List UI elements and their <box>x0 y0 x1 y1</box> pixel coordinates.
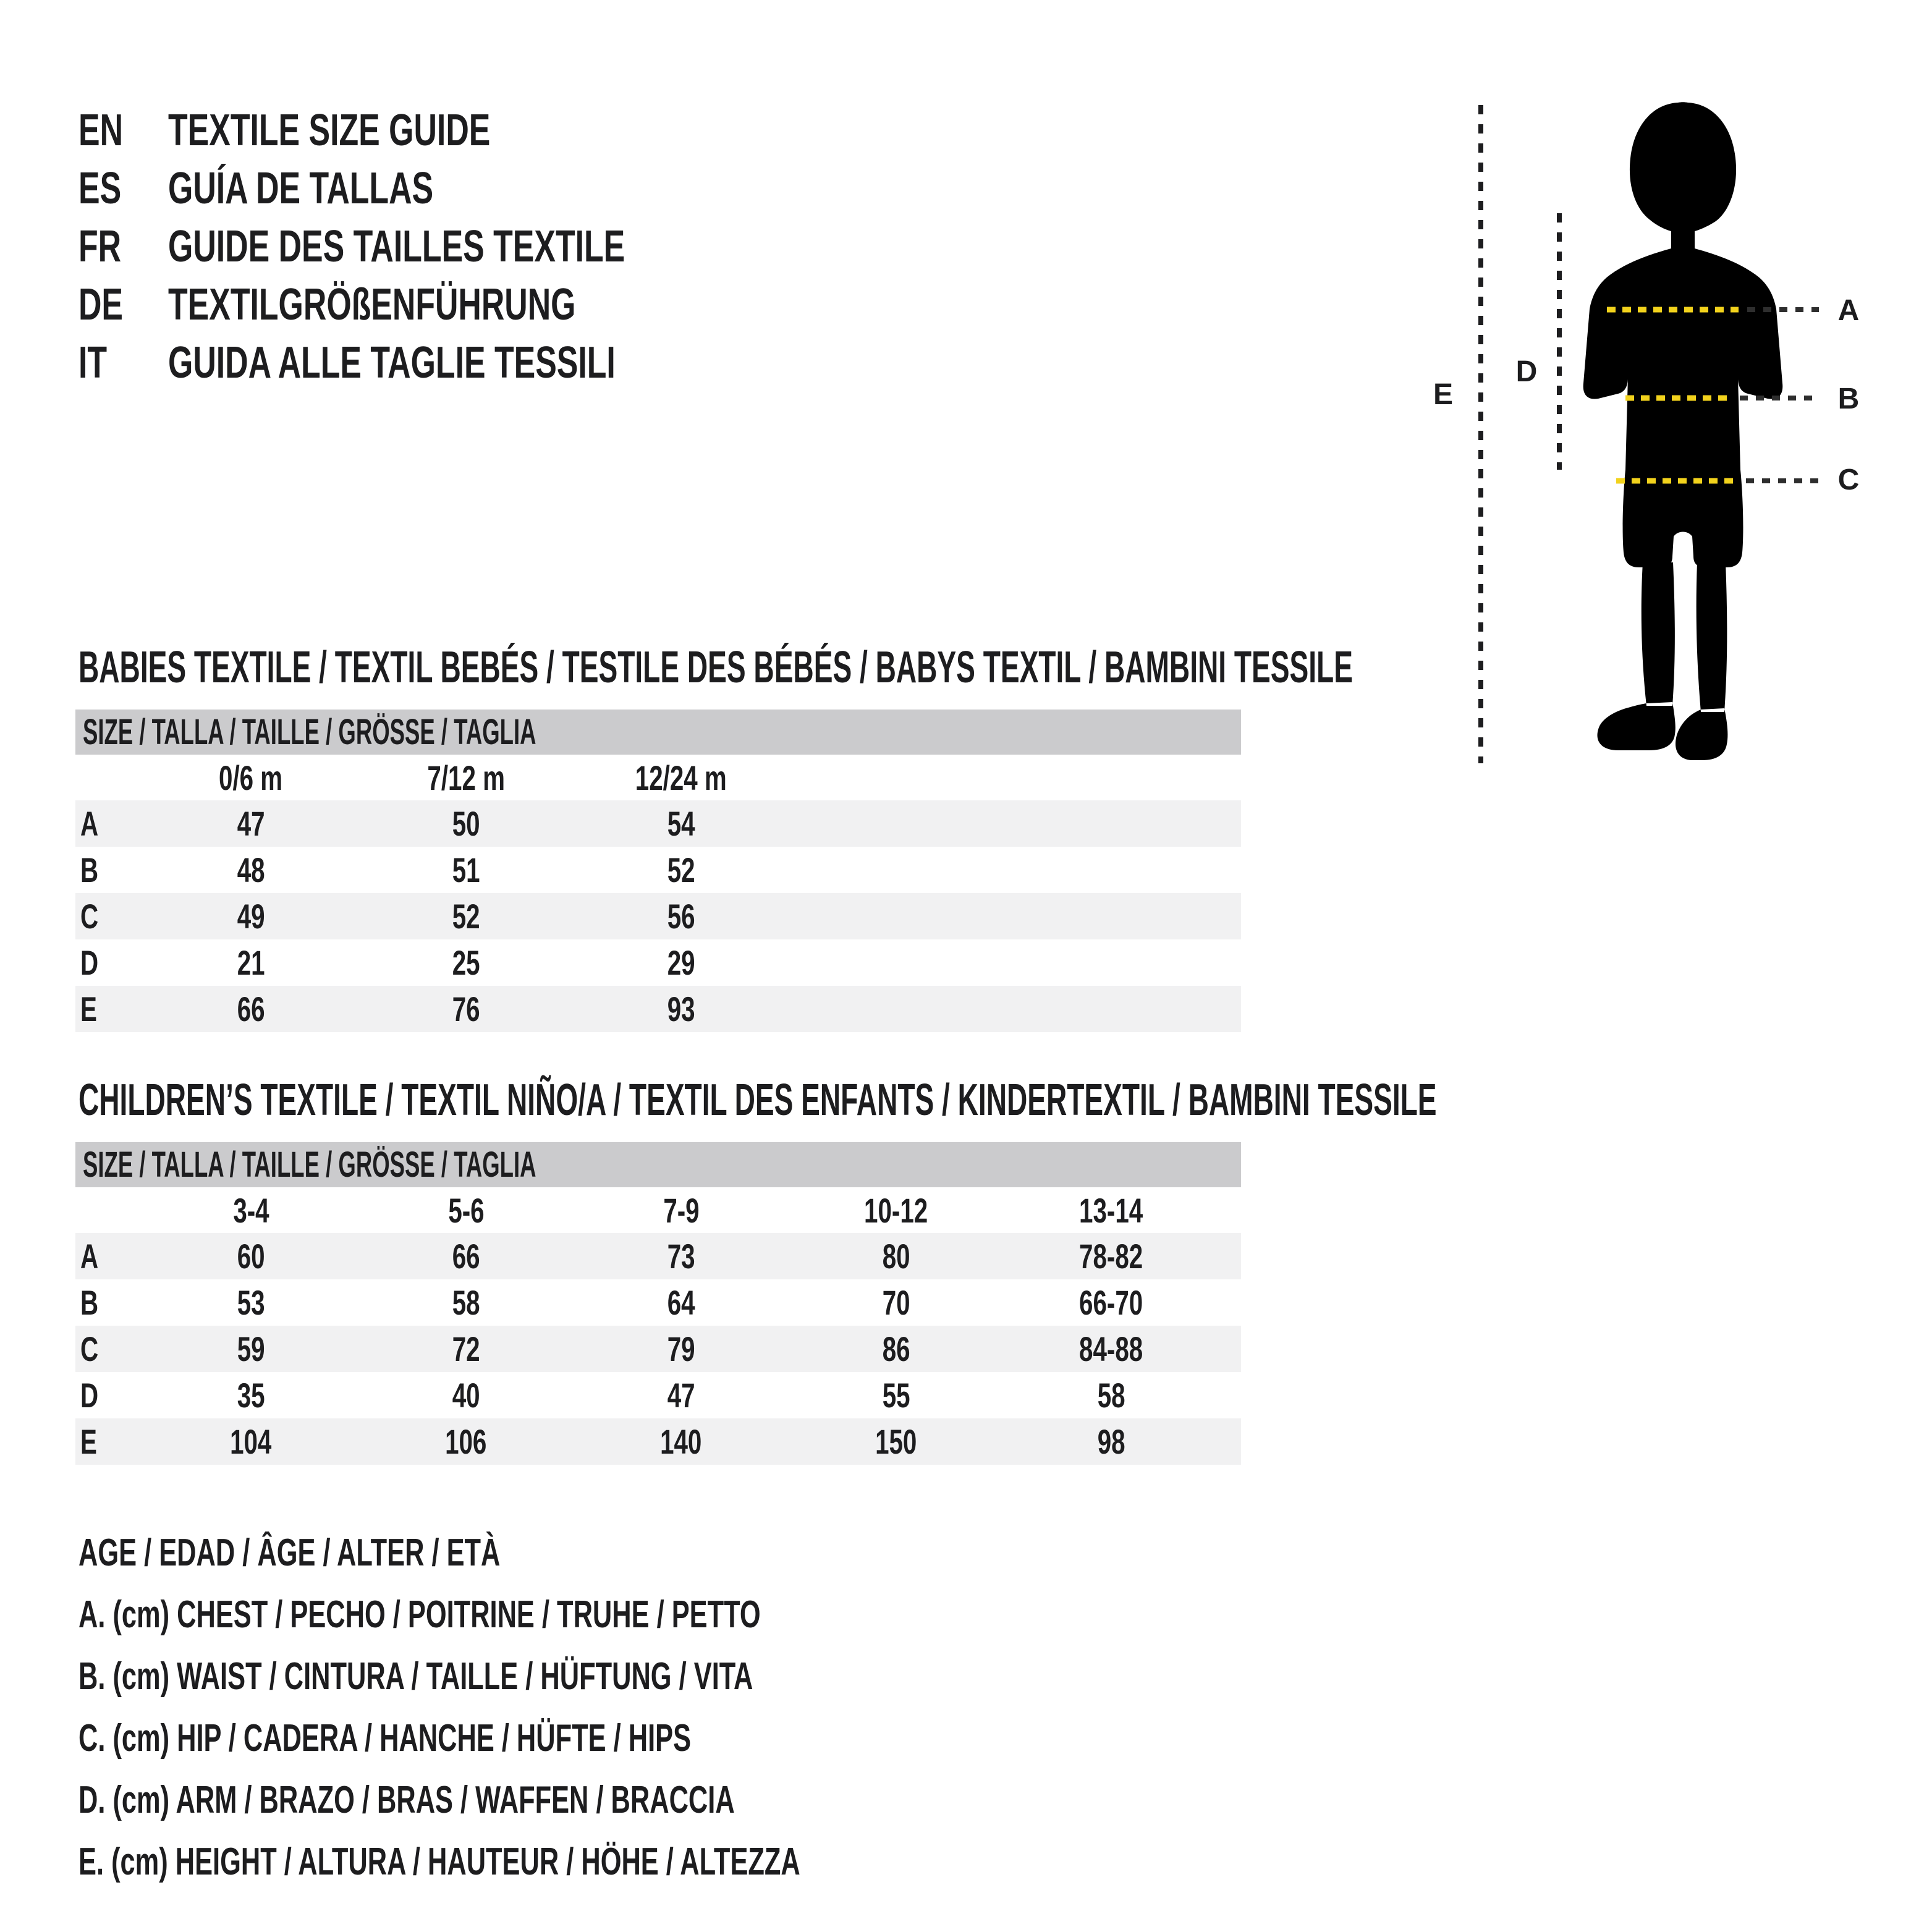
language-code: ES <box>78 164 122 213</box>
table-cell: 60 <box>237 1237 265 1276</box>
column-header: 5-6 <box>447 1190 485 1230</box>
column-header: 12/24 m <box>635 758 727 797</box>
babies-size-header-text: SIZE / TALLA / TAILLE / GRÖSSE / TAGLIA <box>83 712 536 752</box>
table-cell: 58 <box>1097 1376 1125 1415</box>
column-header: 7/12 m <box>427 758 505 797</box>
language-title: GUIDA ALLE TAGLIE TESSILI <box>168 338 616 388</box>
language-code: FR <box>78 222 122 271</box>
row-label: B <box>80 850 99 889</box>
table-row <box>75 939 1241 986</box>
row-label: A <box>80 804 99 843</box>
table-row <box>75 893 1241 939</box>
language-row-en <box>78 101 803 159</box>
table-cell: 66-70 <box>1079 1283 1143 1322</box>
table-cell: 80 <box>882 1237 910 1276</box>
table-cell: 104 <box>230 1422 272 1461</box>
table-row <box>75 800 1241 847</box>
table-cell: 48 <box>237 850 265 889</box>
children-size-header-bar <box>75 1142 1241 1187</box>
table-row <box>75 847 1241 893</box>
language-code: IT <box>78 338 108 388</box>
column-header: 7-9 <box>663 1190 700 1230</box>
table-row <box>75 1418 1241 1465</box>
chest-label: A <box>1837 294 1860 327</box>
children-section-title <box>78 1075 1932 1125</box>
row-label: E <box>80 1422 97 1461</box>
language-title: TEXTILE SIZE GUIDE <box>168 106 491 155</box>
row-label: D <box>80 1376 99 1415</box>
table-cell: 73 <box>667 1237 695 1276</box>
table-cell: 55 <box>882 1376 910 1415</box>
row-label: C <box>80 897 99 936</box>
row-label: B <box>80 1283 99 1322</box>
table-cell: 59 <box>237 1329 265 1368</box>
language-list <box>78 101 803 392</box>
children-section-title-text: CHILDREN’S TEXTILE / TEXTIL NIÑO/A / TEXTIL DES ENFANTS / KINDERTEXTIL / BAMBINI TESSILE <box>78 1075 1437 1125</box>
table-cell: 25 <box>452 943 480 982</box>
column-header: 3-4 <box>232 1190 269 1230</box>
legend-line-chest: A. (cm) CHEST / PECHO / POITRINE / TRUHE / PETTO <box>78 1593 761 1636</box>
table-cell: 51 <box>452 850 480 889</box>
table-cell: 86 <box>882 1329 910 1368</box>
table-cell: 84-88 <box>1079 1329 1143 1368</box>
table-cell: 49 <box>237 897 265 936</box>
babies-column-header-row <box>75 755 1241 800</box>
table-cell: 54 <box>667 804 695 843</box>
babies-section-title-text: BABIES TEXTILE / TEXTIL BEBÉS / TESTILE DES BÉBÉS / BABYS TEXTIL / BAMBINI TESSILE <box>78 643 1353 692</box>
language-title: GUIDE DES TAILLES TEXTILE <box>168 222 625 271</box>
row-label: D <box>80 943 99 982</box>
table-row <box>75 1372 1241 1418</box>
language-title: TEXTILGRÖßENFÜHRUNG <box>168 280 576 329</box>
table-row <box>75 1326 1241 1372</box>
waist-label: B <box>1837 383 1860 415</box>
row-label: E <box>80 989 97 1028</box>
language-code: DE <box>78 280 124 329</box>
row-label: C <box>80 1329 99 1368</box>
table-cell: 35 <box>237 1376 265 1415</box>
table-cell: 93 <box>667 989 695 1028</box>
children-size-header-text: SIZE / TALLA / TAILLE / GRÖSSE / TAGLIA <box>83 1145 536 1185</box>
table-cell: 66 <box>237 989 265 1028</box>
language-row-es <box>78 159 803 218</box>
table-cell: 72 <box>452 1329 480 1368</box>
table-cell: 56 <box>667 897 695 936</box>
children-column-header-row <box>75 1187 1241 1233</box>
language-title: GUÍA DE TALLAS <box>168 164 434 213</box>
language-row-it <box>78 334 803 392</box>
table-cell: 58 <box>452 1283 480 1322</box>
legend-line-waist: B. (cm) WAIST / CINTURA / TAILLE / HÜFTUNG / VITA <box>78 1654 753 1698</box>
table-cell: 106 <box>445 1422 487 1461</box>
language-code: EN <box>78 106 124 155</box>
table-cell: 78-82 <box>1079 1237 1143 1276</box>
table-cell: 76 <box>452 989 480 1028</box>
babies-size-header-bar <box>75 710 1241 755</box>
table-cell: 21 <box>237 943 265 982</box>
table-cell: 47 <box>237 804 265 843</box>
table-cell: 140 <box>660 1422 702 1461</box>
legend-line-hip: C. (cm) HIP / CADERA / HANCHE / HÜFTE / HIPS <box>78 1716 692 1760</box>
table-cell: 79 <box>667 1329 695 1368</box>
arm-label: D <box>1515 355 1538 388</box>
table-cell: 70 <box>882 1283 910 1322</box>
table-cell: 66 <box>452 1237 480 1276</box>
table-row <box>75 1233 1241 1279</box>
language-row-de <box>78 276 803 334</box>
table-cell: 64 <box>667 1283 695 1322</box>
table-row <box>75 1279 1241 1326</box>
legend-line-arm: D. (cm) ARM / BRAZO / BRAS / WAFFEN / BRACCIA <box>78 1778 735 1821</box>
legend-line-age: AGE / EDAD / ÂGE / ALTER / ETÀ <box>78 1531 501 1574</box>
table-cell: 53 <box>237 1283 265 1322</box>
table-cell: 50 <box>452 804 480 843</box>
legend-line-height: E. (cm) HEIGHT / ALTURA / HAUTEUR / HÖHE / ALTEZZA <box>78 1840 800 1883</box>
table-cell: 47 <box>667 1376 695 1415</box>
table-row <box>75 986 1241 1032</box>
babies-size-table <box>75 710 1241 1032</box>
babies-section-title <box>78 645 1932 690</box>
table-cell: 52 <box>667 850 695 889</box>
column-header: 0/6 m <box>219 758 283 797</box>
table-cell: 29 <box>667 943 695 982</box>
table-cell: 40 <box>452 1376 480 1415</box>
table-cell: 150 <box>875 1422 917 1461</box>
column-header: 10-12 <box>864 1190 928 1230</box>
row-label: A <box>80 1237 99 1276</box>
language-row-fr <box>78 218 803 276</box>
children-size-table <box>75 1142 1241 1465</box>
measurement-legend <box>78 1522 1109 1892</box>
hip-label: C <box>1837 464 1860 496</box>
height-label: E <box>1433 378 1454 411</box>
column-header: 13-14 <box>1079 1190 1143 1230</box>
table-cell: 98 <box>1097 1422 1125 1461</box>
table-cell: 52 <box>452 897 480 936</box>
